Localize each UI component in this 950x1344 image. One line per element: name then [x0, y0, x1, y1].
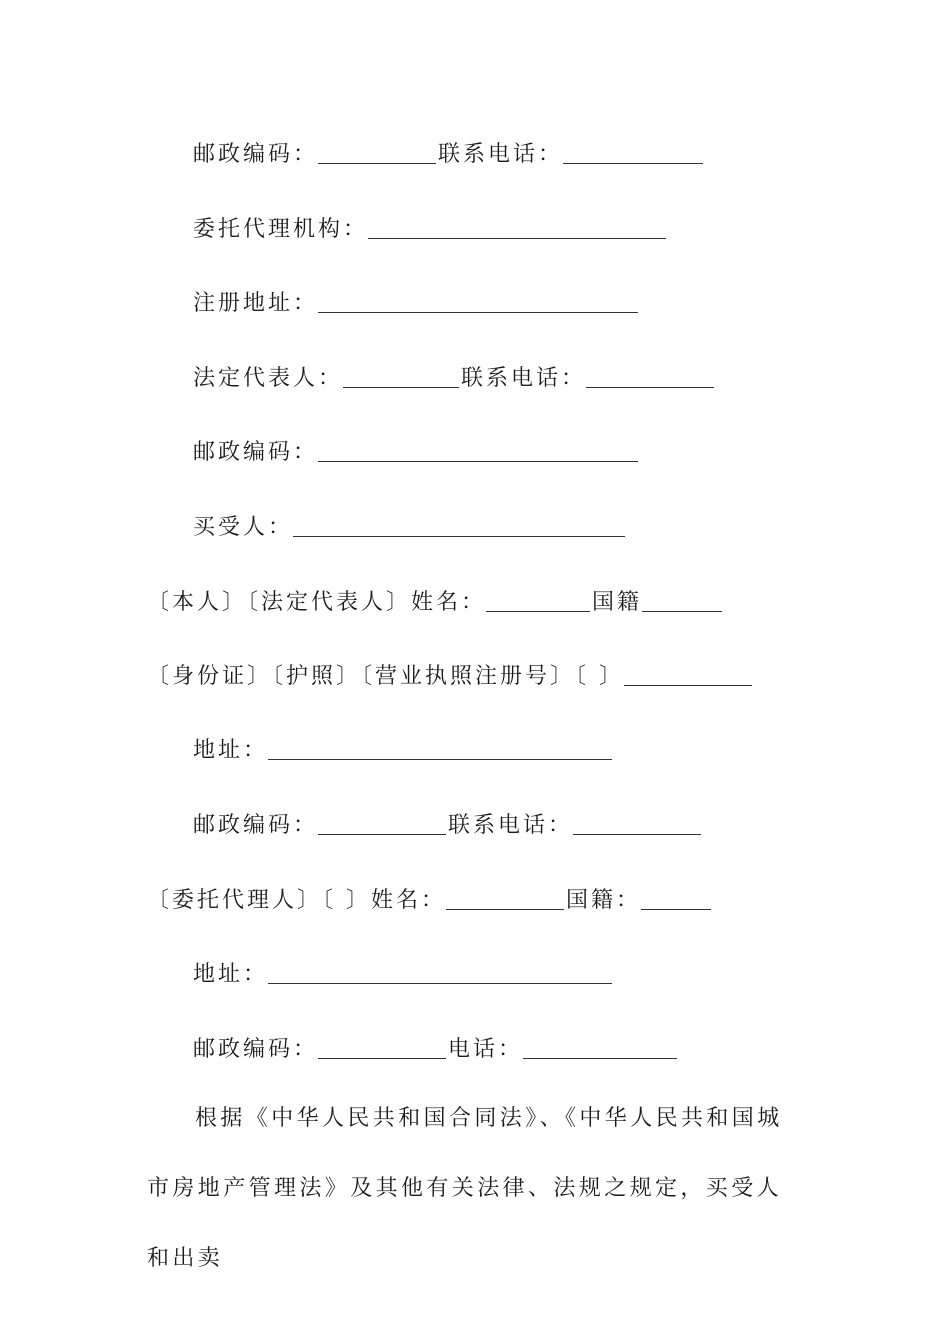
- legal-rep-phone-blank[interactable]: [586, 367, 714, 388]
- agency-postcode-label: 邮政编码：: [193, 440, 319, 465]
- agency-label: 委托代理机构：: [193, 217, 369, 242]
- contract-preamble-paragraph: 根据《中华人民共和国合同法》、《中华人民共和国城市房地产管理法》及其他有关法律、法规之规定，买受人和出卖: [147, 1106, 783, 1271]
- agent-phone-blank[interactable]: [523, 1038, 677, 1059]
- buyer-line: [0, 503, 627, 543]
- buyer-postcode-blank[interactable]: [318, 814, 446, 835]
- agency-postcode-line: [0, 428, 640, 468]
- agency-line: [0, 205, 668, 245]
- agent-name-label: 〔委托代理人〕〔 〕姓名：: [147, 888, 446, 913]
- agent-postcode-phone-line: [0, 1025, 679, 1065]
- buyer-name-blank[interactable]: [486, 591, 590, 612]
- agent-name-nationality-line: [0, 876, 713, 916]
- buyer-nationality-label: 国籍: [592, 590, 643, 615]
- agency-blank[interactable]: [368, 218, 666, 239]
- buyer-id-label: 〔身份证〕〔护照〕〔营业执照注册号〕〔 〕: [147, 664, 624, 689]
- buyer-id-line: [0, 652, 754, 692]
- seller-postcode-phone-line: [0, 130, 705, 170]
- agent-phone-label: 电话：: [448, 1037, 524, 1062]
- buyer-postcode-phone-line: [0, 801, 703, 841]
- phone-label: 联系电话：: [438, 142, 564, 167]
- legal-rep-blank[interactable]: [343, 367, 459, 388]
- buyer-phone-label: 联系电话：: [448, 813, 574, 838]
- buyer-label: 买受人：: [193, 515, 294, 540]
- agent-name-blank[interactable]: [446, 889, 564, 910]
- agent-nationality-label: 国籍：: [566, 888, 642, 913]
- buyer-id-blank[interactable]: [624, 665, 752, 686]
- agent-postcode-blank[interactable]: [318, 1038, 446, 1059]
- agency-postcode-blank[interactable]: [318, 441, 638, 462]
- agent-postcode-label: 邮政编码：: [193, 1037, 319, 1062]
- buyer-blank[interactable]: [293, 516, 625, 537]
- buyer-address-label: 地址：: [193, 738, 269, 763]
- buyer-nationality-blank[interactable]: [642, 591, 722, 612]
- legal-rep-line: [0, 354, 716, 394]
- buyer-phone-blank[interactable]: [573, 814, 701, 835]
- legal-rep-label: 法定代表人：: [193, 366, 344, 391]
- postcode-label: 邮政编码：: [193, 142, 319, 167]
- agent-address-line: [0, 950, 614, 990]
- registered-address-blank[interactable]: [318, 292, 638, 313]
- postcode-blank[interactable]: [318, 143, 436, 164]
- legal-rep-phone-label: 联系电话：: [461, 366, 587, 391]
- buyer-address-line: [0, 726, 614, 766]
- registered-address-label: 注册地址：: [193, 291, 319, 316]
- agent-address-label: 地址：: [193, 962, 269, 987]
- agent-address-blank[interactable]: [268, 963, 612, 984]
- buyer-name-label: 〔本人〕〔法定代表人〕姓名：: [147, 590, 487, 615]
- buyer-name-nationality-line: [0, 578, 724, 618]
- buyer-address-blank[interactable]: [268, 739, 612, 760]
- buyer-postcode-label: 邮政编码：: [193, 813, 319, 838]
- agent-nationality-blank[interactable]: [641, 889, 711, 910]
- phone-blank[interactable]: [563, 143, 703, 164]
- registered-address-line: [0, 279, 640, 319]
